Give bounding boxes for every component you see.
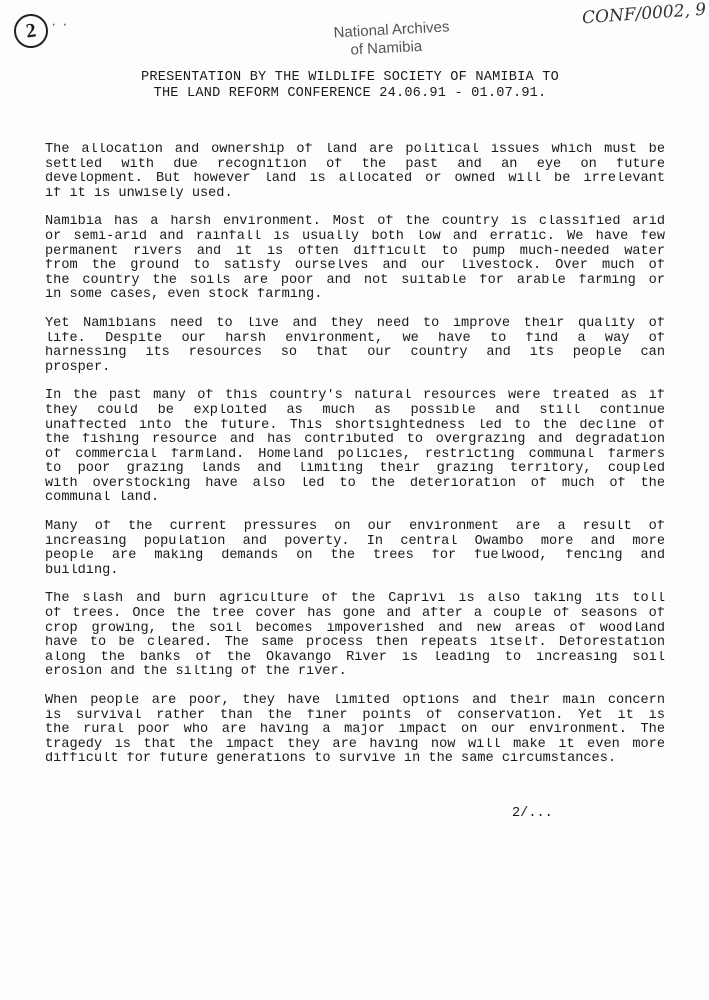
text-line: the rural poor who are having a major impact on our environment. The (45, 723, 665, 738)
text-line: with overstocking have also led to the deterioration of much of the (45, 476, 665, 491)
text-line: difficult for future generations to survive in the same circumstances. (45, 752, 617, 767)
text-line: crop growing, the soil becomes impoverished and new areas of woodland (45, 621, 665, 636)
archive-stamp (333, 16, 505, 61)
title-line-2: THE LAND REFORM CONFERENCE 24.06.91 - 01.07.91. (153, 86, 547, 101)
text-line: of commercial farmland. Homeland policies, restricting communal farmers (45, 447, 665, 462)
paragraph-1 (45, 143, 665, 201)
text-line: they could be exploited as much as possible and still continue (45, 403, 665, 418)
paragraph-6 (45, 592, 665, 680)
document-body (45, 143, 665, 781)
text-line: of trees. Once the tree cover has gone and after a couple of seasons of (45, 607, 665, 622)
paragraph-2 (45, 215, 665, 303)
text-line: Many of the current pressures on our environment are a result of (45, 520, 665, 535)
text-line: increasing population and poverty. In central Owambo more and more (45, 534, 665, 549)
text-line: unaffected into the future. This shortsightedness led to the decline of (45, 418, 665, 433)
page-number-mark: 2 (12, 12, 50, 50)
decorative-dots: ·· (50, 18, 73, 32)
text-line: to poor grazing lands and limiting their grazing territory, coupled (45, 462, 665, 477)
text-line: In the past many of this country's natural resources were treated as if (45, 389, 665, 404)
text-line: erosion and the silting of the river. (45, 665, 347, 680)
text-line: or semi-arid and rainfall is usually both low and erratic. We have few (45, 229, 665, 244)
text-line: is survival rather than the finer points of conservation. Yet it is (45, 708, 665, 723)
text-line: in some cases, even stock farming. (45, 288, 323, 303)
text-line: development. But however land is allocated or owned will be irrelevant (45, 172, 665, 187)
text-line: from the ground to satisfy ourselves and our livestock. Over much of (45, 259, 665, 274)
page-continuation: 2/... (512, 806, 553, 821)
text-line: building. (45, 563, 119, 578)
text-line: prosper. (45, 360, 111, 375)
paragraph-3 (45, 317, 665, 375)
text-line: When people are poor, they have limited options and their main concern (45, 694, 665, 708)
text-line: Yet Namibians need to live and they need to improve their quality of (45, 316, 665, 331)
text-line: Namibia has a harsh environment. Most of the country is classified arid (45, 215, 665, 230)
paragraph-7 (45, 694, 665, 767)
archive-stamp-line1: National Archives (333, 18, 450, 42)
text-line: settled with due recognition of the past and an eye on future (45, 157, 665, 172)
archive-stamp-line2: of Namibia (350, 37, 423, 59)
title-line-1: PRESENTATION BY THE WILDLIFE SOCIETY OF NAMIBIA TO (141, 70, 559, 85)
text-line: if it is unwisely used. (45, 186, 233, 201)
text-line: harnessing its resources so that our country and its people can (45, 346, 665, 361)
text-line: along the banks of the Okavango River is leading to increasing soil (45, 650, 665, 665)
text-line: people are making demands on the trees for fuelwood, fencing and (45, 549, 665, 564)
handwritten-reference: CONF/0002, 9 (581, 0, 707, 29)
text-line: have to be cleared. The same process then repeats itself. Deforestation (45, 636, 665, 651)
text-line: life. Despite our harsh environment, we have to find a way of (45, 331, 665, 346)
text-line: tragedy is that the impact they are having now will make it even more (45, 737, 665, 752)
text-line: the fishing resource and has contributed to overgrazing and degradation (45, 433, 665, 448)
text-line: the country the soils are poor and not suitable for arable farming or (45, 273, 665, 288)
text-line: The allocation and ownership of land are political issues which must be (45, 143, 665, 157)
text-line: The slash and burn agriculture of the Caprivi is also taking its toll (45, 592, 665, 607)
paragraph-5 (45, 520, 665, 578)
document-title (60, 70, 640, 102)
text-line: permanent rivers and it is often difficult to pump much-needed water (45, 244, 665, 259)
text-line: communal land. (45, 491, 160, 506)
paragraph-4 (45, 389, 665, 506)
